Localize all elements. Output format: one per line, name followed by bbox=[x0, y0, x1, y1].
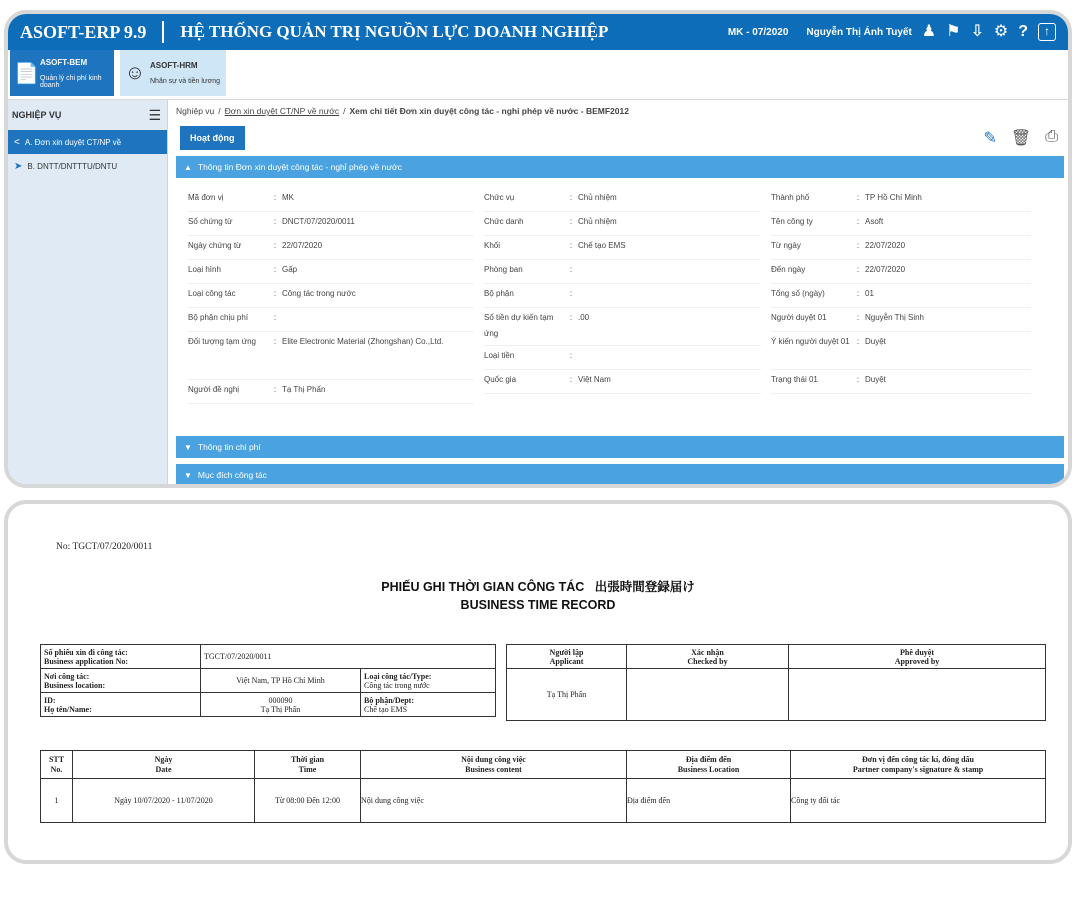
field-label: Phòng ban bbox=[484, 265, 523, 274]
applicant-header bbox=[507, 645, 627, 669]
header-vn: STT bbox=[48, 754, 65, 764]
module-subtitle: Nhân sự và tiền lương bbox=[150, 78, 220, 85]
user-name[interactable]: Nguyễn Thị Ánh Tuyết bbox=[806, 26, 912, 38]
colon: : bbox=[569, 351, 573, 360]
colon: : bbox=[569, 375, 573, 384]
field-row bbox=[188, 212, 474, 236]
system-title: HỆ THỐNG QUẢN TRỊ NGUỒN LỰC DOANH NGHIỆP bbox=[180, 22, 609, 41]
field-value: Tạ Thị Phấn bbox=[282, 385, 326, 394]
module-tab-bem[interactable] bbox=[10, 50, 114, 96]
sidebar-item-label: A. Đơn xin duyệt CT/NP về bbox=[24, 137, 122, 147]
field-label: Người đề nghị bbox=[188, 385, 240, 394]
colon: : bbox=[569, 241, 573, 250]
field-value: 01 bbox=[865, 289, 874, 298]
field-label: Tên công ty bbox=[771, 217, 813, 226]
header-en: Partner company's signature & stamp bbox=[852, 764, 984, 774]
field-row bbox=[484, 260, 761, 284]
signature-table bbox=[506, 644, 1046, 721]
field-label: Quốc gia bbox=[484, 375, 517, 384]
type-value: Công tác trong nước bbox=[364, 680, 430, 690]
header-vn: Ngày bbox=[154, 754, 173, 764]
field-row bbox=[188, 260, 474, 284]
header-en: Business Location bbox=[677, 764, 740, 774]
period-selector[interactable]: MK - 07/2020 bbox=[727, 26, 789, 38]
section-header-purpose[interactable] bbox=[176, 464, 1064, 486]
colon: : bbox=[273, 241, 277, 250]
field-value: 22/07/2020 bbox=[865, 241, 906, 250]
colon: : bbox=[856, 265, 860, 274]
breadcrumb-root[interactable]: Nghiệp vụ bbox=[176, 106, 215, 116]
header-en: No. bbox=[50, 764, 63, 774]
field-row bbox=[771, 212, 1031, 236]
id-value: 000090 bbox=[268, 695, 293, 705]
type-cell bbox=[361, 669, 496, 693]
colon: : bbox=[273, 289, 277, 298]
top-bar bbox=[8, 14, 1068, 50]
value-cell: Việt Nam, TP Hồ Chí Minh bbox=[201, 669, 361, 693]
field-row bbox=[771, 260, 1031, 284]
field-label: Đối tượng tạm ứng bbox=[188, 337, 256, 346]
info-table bbox=[40, 644, 496, 717]
label-vn: Số phiếu xin đi công tác: bbox=[44, 647, 128, 657]
breadcrumb-separator: / bbox=[343, 106, 346, 116]
colon: : bbox=[569, 313, 573, 322]
approved-signature bbox=[789, 669, 1046, 721]
table-row bbox=[41, 779, 1046, 823]
field-row bbox=[484, 236, 761, 260]
field-row bbox=[484, 284, 761, 308]
module-tab-hrm[interactable] bbox=[120, 50, 226, 96]
action-icons bbox=[983, 128, 1064, 148]
field-row bbox=[188, 188, 474, 212]
document-title bbox=[8, 578, 1068, 614]
type-label: Loại công tác/Type: bbox=[364, 671, 432, 681]
colon: : bbox=[273, 313, 277, 322]
field-value: MK bbox=[282, 193, 294, 202]
colon: : bbox=[856, 337, 860, 346]
document-icon: 📄 bbox=[14, 62, 39, 85]
colon: : bbox=[569, 193, 573, 202]
table-cell: Công ty đối tác bbox=[791, 779, 1046, 823]
name-label: Họ tên/Name: bbox=[44, 704, 92, 714]
field-value: Duyệt bbox=[865, 337, 886, 346]
value-cell: TGCT/07/2020/0011 bbox=[201, 645, 496, 669]
field-row bbox=[771, 370, 1031, 394]
approved-vn: Phê duyệt bbox=[900, 647, 934, 657]
title-separator bbox=[162, 21, 164, 43]
field-value: DNCT/07/2020/0011 bbox=[282, 217, 355, 226]
table-cell: Ngày 10/07/2020 - 11/07/2020 bbox=[73, 779, 255, 823]
module-name: ASOFT-HRM bbox=[150, 61, 198, 70]
expand-icon: ▼ bbox=[184, 442, 192, 452]
dept-cell bbox=[361, 693, 496, 717]
field-label: Số tiền dự kiến tạm ứng bbox=[484, 313, 554, 338]
field-row bbox=[484, 370, 761, 394]
dept-label: Bộ phận/Dept: bbox=[364, 695, 415, 705]
colon: : bbox=[273, 193, 277, 202]
delete-icon[interactable]: 🗑 bbox=[1010, 130, 1032, 147]
section-title: Thông tin Đơn xin duyệt công tác - nghỉ phép về nước bbox=[197, 162, 402, 172]
field-value: .00 bbox=[578, 313, 590, 322]
approved-en: Approved by bbox=[894, 656, 940, 666]
approved-header bbox=[789, 645, 1046, 669]
column-header bbox=[361, 751, 627, 779]
field-row bbox=[188, 284, 474, 308]
field-label: Chức vụ bbox=[484, 193, 515, 202]
sidebar-title: NGHIỆP VỤ bbox=[12, 110, 62, 120]
checked-vn: Xác nhận bbox=[691, 647, 724, 657]
id-label: ID: bbox=[44, 695, 56, 705]
label-en: Business application No: bbox=[44, 656, 129, 666]
field-label: Người duyệt 01 bbox=[771, 313, 827, 322]
table-row bbox=[507, 645, 1046, 669]
field-label: Bộ phận chịu phí bbox=[188, 313, 249, 322]
field-value: Chế tạo EMS bbox=[578, 241, 626, 250]
field-row bbox=[484, 308, 761, 346]
table-cell: 1 bbox=[41, 779, 73, 823]
header-vn: Thời gian bbox=[290, 754, 325, 764]
colon: : bbox=[273, 265, 277, 274]
top-bar-right bbox=[728, 23, 1056, 41]
field-label: Loại công tác bbox=[188, 289, 236, 298]
breadcrumb bbox=[176, 100, 1064, 122]
field-value: Elite Electronic Material (Zhongshan) Co.,Ltd. bbox=[282, 337, 444, 346]
action-row bbox=[176, 122, 1064, 154]
person-icon: ☺ bbox=[124, 61, 146, 84]
table-header-row bbox=[41, 751, 1046, 779]
column-header bbox=[627, 751, 791, 779]
checked-header bbox=[627, 645, 789, 669]
document-number: No: TGCT/07/2020/0011 bbox=[56, 542, 153, 552]
field-row bbox=[188, 308, 474, 332]
applicant-vn: Người lập bbox=[549, 647, 584, 657]
share-icon: < bbox=[14, 136, 20, 148]
field-value: Gấp bbox=[282, 265, 298, 274]
collapse-icon: ▲ bbox=[184, 162, 192, 172]
logout-icon[interactable]: ↑ bbox=[1038, 23, 1056, 41]
colon: : bbox=[569, 289, 573, 298]
print-icon[interactable]: ⎙ bbox=[1045, 128, 1058, 145]
table-row bbox=[41, 645, 496, 669]
breadcrumb-separator: / bbox=[218, 106, 221, 116]
field-row bbox=[188, 380, 474, 404]
field-value: Nguyễn Thị Sinh bbox=[865, 313, 924, 322]
table-cell: Địa điểm đến bbox=[627, 779, 791, 823]
column-header bbox=[41, 751, 73, 779]
field-label: Ngày chứng từ bbox=[188, 241, 242, 250]
field-row bbox=[484, 212, 761, 236]
header-en: Business content bbox=[465, 764, 522, 774]
colon: : bbox=[273, 217, 277, 226]
field-label: Thành phố bbox=[771, 193, 810, 202]
name-value: Tạ Thị Phấn bbox=[260, 704, 301, 714]
colon: : bbox=[856, 217, 860, 226]
user-icon[interactable]: ♟ bbox=[921, 23, 937, 40]
field-label: Đến ngày bbox=[771, 265, 806, 274]
field-value: 22/07/2020 bbox=[865, 265, 906, 274]
title-en: BUSINESS TIME RECORD bbox=[460, 598, 616, 612]
table-row bbox=[41, 669, 496, 693]
brand-logo[interactable]: ASOFT-ERP 9.9 bbox=[20, 21, 147, 42]
erp-app-panel bbox=[4, 10, 1072, 488]
field-row bbox=[484, 188, 761, 212]
expand-icon: ▼ bbox=[184, 470, 192, 480]
title-vn: PHIẾU GHI THỜI GIAN CÔNG TÁC bbox=[381, 580, 585, 594]
colon: : bbox=[569, 265, 573, 274]
colon: : bbox=[856, 375, 860, 384]
value-cell bbox=[201, 693, 361, 717]
help-icon[interactable]: ? bbox=[1018, 23, 1028, 40]
gear-icon[interactable]: ⚙ bbox=[993, 23, 1009, 40]
sidebar-header bbox=[8, 100, 167, 130]
sidebar-item-payment-request[interactable] bbox=[8, 154, 167, 178]
time-record-table bbox=[40, 750, 1046, 823]
column-header bbox=[255, 751, 361, 779]
column-header bbox=[791, 751, 1046, 779]
colon: : bbox=[569, 217, 573, 226]
field-value: Asoft bbox=[865, 217, 884, 226]
field-row bbox=[771, 236, 1031, 260]
header-en: Time bbox=[298, 764, 317, 774]
field-row bbox=[484, 346, 761, 370]
main-content bbox=[176, 100, 1064, 488]
field-value: TP Hồ Chí Minh bbox=[865, 193, 922, 202]
field-label: Chức danh bbox=[484, 217, 524, 226]
field-label: Loại hình bbox=[188, 265, 221, 274]
actions-button[interactable]: Hoạt động bbox=[180, 126, 245, 150]
field-column-1 bbox=[176, 188, 474, 428]
colon: : bbox=[856, 193, 860, 202]
field-label: Khối bbox=[484, 241, 501, 250]
section-title: Thông tin chi phí bbox=[197, 442, 261, 452]
circle-arrow-icon: ➤ bbox=[14, 160, 23, 172]
colon: : bbox=[856, 241, 860, 250]
field-column-2 bbox=[474, 188, 761, 428]
bell-icon[interactable]: ⚑ bbox=[946, 23, 961, 40]
sidebar-item-travel-request[interactable] bbox=[8, 130, 167, 154]
business-time-record-panel bbox=[4, 500, 1072, 864]
label-cell bbox=[41, 645, 201, 669]
module-bar bbox=[8, 50, 1068, 100]
field-label: Trạng thái 01 bbox=[771, 375, 818, 384]
field-value: Chủ nhiệm bbox=[578, 217, 617, 226]
section-title: Mục đích công tác bbox=[197, 470, 267, 480]
label-cell bbox=[41, 693, 201, 717]
checked-signature bbox=[627, 669, 789, 721]
field-column-3 bbox=[761, 188, 1031, 428]
field-value: Chủ nhiệm bbox=[578, 193, 617, 202]
label-en: Business location: bbox=[44, 680, 106, 690]
label-vn: Nơi công tác: bbox=[44, 671, 90, 681]
header-en: Date bbox=[155, 764, 172, 774]
field-label: Loại tiền bbox=[484, 351, 515, 360]
applicant-name: Tạ Thị Phấn bbox=[507, 669, 627, 721]
field-row bbox=[771, 284, 1031, 308]
header-vn: Địa điểm đến bbox=[685, 754, 732, 764]
table-row bbox=[507, 669, 1046, 721]
field-row bbox=[771, 308, 1031, 332]
table-cell: Nội dung công việc bbox=[361, 779, 627, 823]
sidebar-item-label: B. DNTT/DNTTTU/DNTU bbox=[27, 161, 118, 171]
colon: : bbox=[273, 337, 277, 346]
field-value: Duyệt bbox=[865, 375, 886, 384]
table-row bbox=[41, 693, 496, 717]
field-value: Công tác trong nước bbox=[282, 289, 356, 298]
colon: : bbox=[856, 313, 860, 322]
module-subtitle: Quản lý chi phí kinh doanh bbox=[40, 74, 102, 89]
title-cn: 出張時間登録届け bbox=[594, 580, 695, 594]
sidebar bbox=[8, 100, 168, 488]
edit-icon[interactable]: ✎ bbox=[983, 130, 997, 147]
field-row bbox=[771, 332, 1031, 370]
dept-value: Chế tạo EMS bbox=[364, 704, 408, 714]
field-label: Mã đơn vị bbox=[188, 193, 224, 202]
field-row bbox=[188, 236, 474, 260]
header-vn: Nội dung công việc bbox=[461, 754, 526, 764]
column-header bbox=[73, 751, 255, 779]
field-value: 22/07/2020 bbox=[282, 241, 323, 250]
checked-en: Checked by bbox=[687, 656, 728, 666]
label-cell bbox=[41, 669, 201, 693]
section-header-cost[interactable] bbox=[176, 436, 1064, 458]
applicant-en: Applicant bbox=[549, 656, 584, 666]
sidebar-accent bbox=[8, 487, 168, 488]
colon: : bbox=[856, 289, 860, 298]
field-label: Từ ngày bbox=[771, 241, 801, 250]
detail-fields bbox=[176, 178, 1064, 428]
table-cell: Từ 08:00 Đến 12:00 bbox=[255, 779, 361, 823]
field-label: Bộ phận bbox=[484, 289, 514, 298]
breadcrumb-current: Xem chi tiết Đơn xin duyệt công tác - nghỉ phép về nước - BEMF2012 bbox=[349, 106, 629, 116]
header-vn: Đơn vị đến công tác kí, đóng dấu bbox=[861, 754, 974, 764]
field-value: Việt Nam bbox=[578, 375, 611, 384]
breadcrumb-parent[interactable]: Đơn xin duyệt CT/NP về nước bbox=[224, 106, 340, 116]
field-label: Số chứng từ bbox=[188, 217, 233, 226]
field-row bbox=[188, 332, 474, 380]
section-header-info[interactable] bbox=[176, 156, 1064, 178]
menu-icon[interactable]: ☰ bbox=[148, 106, 161, 123]
field-label: Ý kiến người duyệt 01 bbox=[771, 337, 850, 346]
field-label: Tổng số (ngày) bbox=[771, 289, 825, 298]
colon: : bbox=[273, 385, 277, 394]
download-icon[interactable]: ⇩ bbox=[970, 23, 984, 40]
field-row bbox=[771, 188, 1031, 212]
module-name: ASOFT-BEM bbox=[40, 57, 88, 67]
